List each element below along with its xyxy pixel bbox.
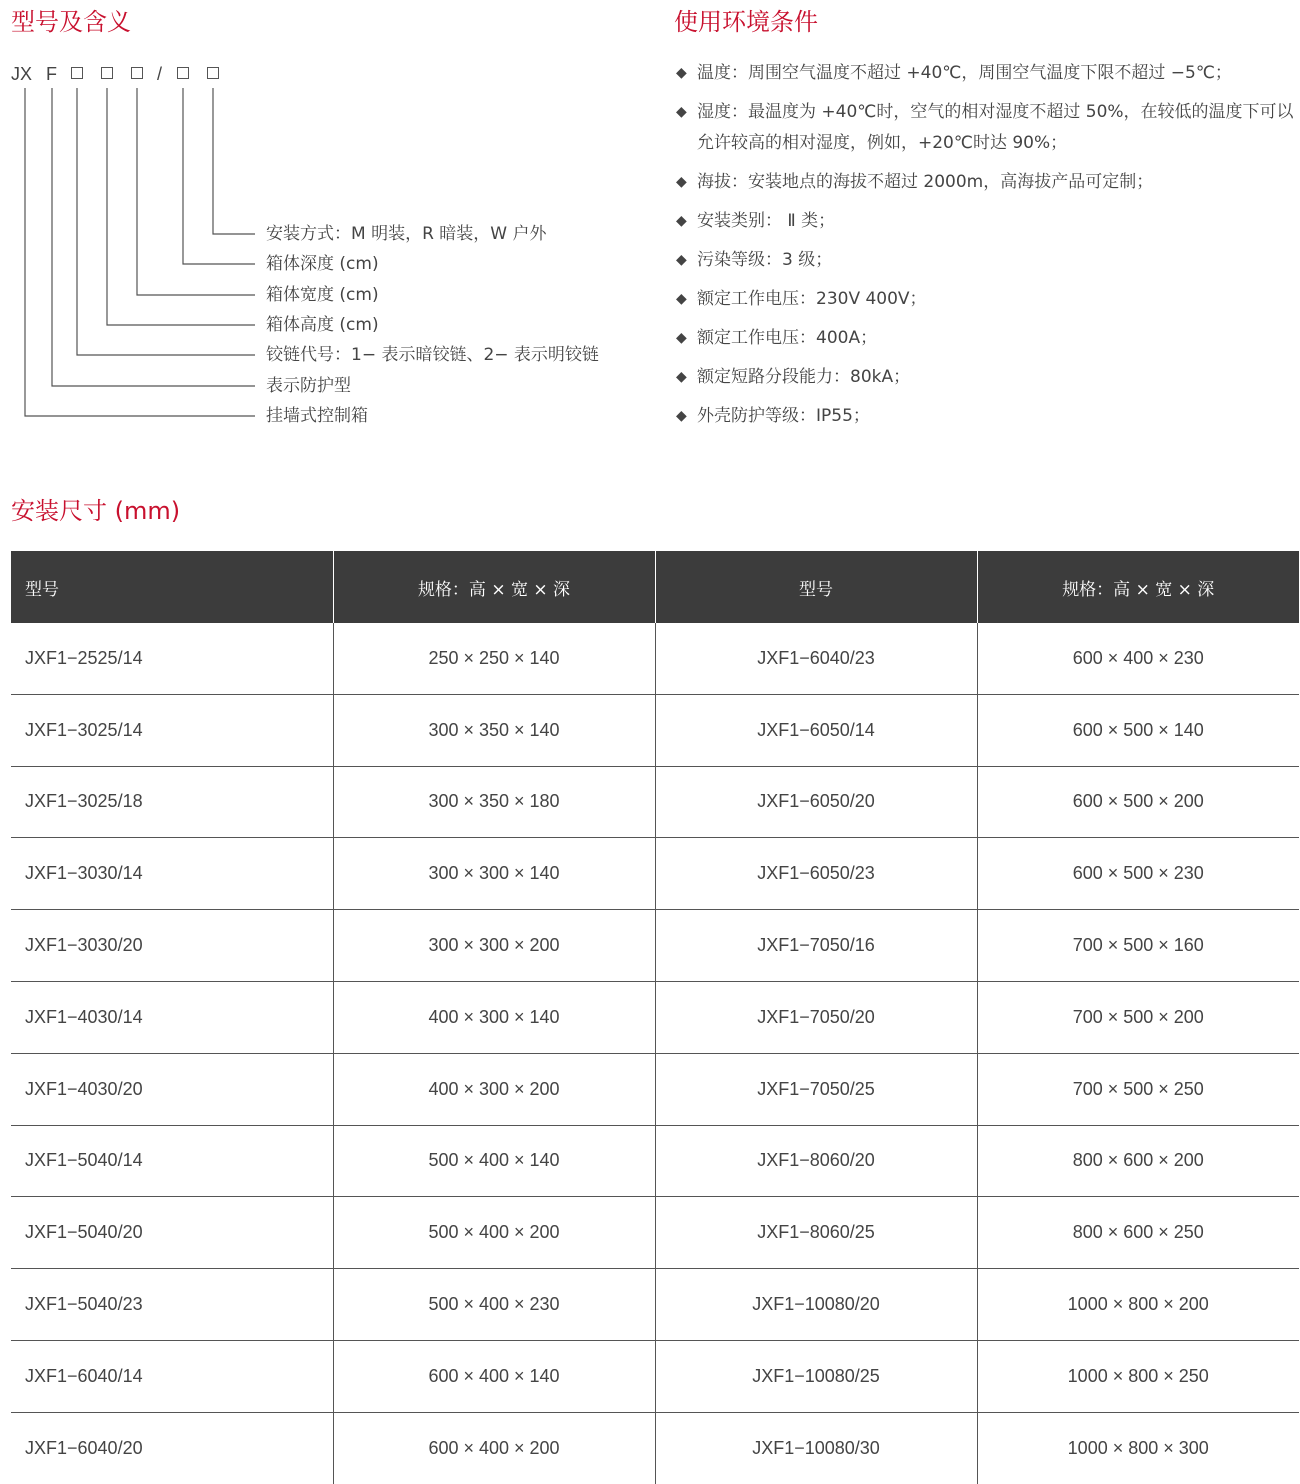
env-item-text: 湿度：最温度为 +40℃时，空气的相对湿度不超过 50%，在较低的温度下可以允许较高的相对湿度，例如，+20℃时达 90%； [697, 102, 1294, 153]
env-item-ip-rating [676, 401, 1296, 432]
cell-spec: 300 × 300 × 200 [333, 910, 655, 982]
cell-model: JXF1−8060/20 [655, 1125, 977, 1197]
cell-spec: 600 × 500 × 200 [977, 766, 1299, 838]
diamond-bullet-icon: ◆ [676, 104, 687, 120]
table-row [11, 1053, 1299, 1125]
diamond-bullet-icon: ◆ [676, 369, 687, 385]
table-row [11, 1197, 1299, 1269]
leader-line-height [107, 88, 255, 325]
cell-model: JXF1−6050/20 [655, 766, 977, 838]
cell-model: JXF1−6040/20 [25, 1437, 143, 1458]
cell-spec: 500 × 400 × 200 [333, 1197, 655, 1269]
env-item-text: 额定短路分段能力：80kA； [697, 367, 911, 387]
cell-spec: 600 × 400 × 200 [333, 1412, 655, 1483]
header-model-1: 型号 [11, 551, 333, 623]
diamond-bullet-icon: ◆ [676, 213, 687, 229]
cell-spec: 400 × 300 × 140 [333, 981, 655, 1053]
install-size-table [11, 551, 1299, 1484]
model-code-slash: / [157, 64, 163, 84]
cell-model: JXF1−7050/16 [655, 910, 977, 982]
cell-spec: 500 × 400 × 140 [333, 1125, 655, 1197]
cell-spec: 250 × 250 × 140 [333, 623, 655, 694]
cell-spec: 700 × 500 × 200 [977, 981, 1299, 1053]
legend-wall-box: 挂墙式控制箱 [266, 406, 368, 426]
diamond-bullet-icon: ◆ [676, 65, 687, 81]
legend-hinge-code: 铰链代号：1− 表示暗铰链、2− 表示明铰链 [266, 345, 599, 365]
cell-spec: 400 × 300 × 200 [333, 1053, 655, 1125]
model-code-box-1 [71, 67, 83, 79]
leader-line-wall-box [25, 88, 255, 416]
cell-spec: 600 × 500 × 230 [977, 838, 1299, 910]
cell-model: JXF1−3030/14 [11, 838, 333, 910]
cell-spec: 700 × 500 × 160 [977, 910, 1299, 982]
leader-line-install-mode [213, 88, 255, 234]
size-section-title: 安装尺寸 (mm) [11, 497, 181, 525]
model-section-title: 型号及含义 [11, 8, 131, 36]
cell-spec: 1000 × 800 × 300 [977, 1412, 1299, 1483]
cell-spec: 600 × 400 × 230 [977, 623, 1299, 694]
cell-model: JXF1−5040/14 [11, 1125, 333, 1197]
header-spec-1: 规格：高 × 宽 × 深 [333, 551, 655, 623]
legend-height: 箱体高度 (cm) [266, 315, 379, 335]
legend-install-mode: 安装方式：M 明装，R 暗装，W 户外 [266, 224, 547, 244]
env-item-altitude [676, 167, 1296, 198]
env-item-text: 额定工作电压：400A； [697, 328, 878, 348]
cell-model: JXF1−6040/14 [11, 1340, 333, 1412]
header-spec-2: 规格：高 × 宽 × 深 [977, 551, 1299, 623]
cell-spec: 300 × 350 × 180 [333, 766, 655, 838]
cell-model: JXF1−6050/23 [655, 838, 977, 910]
cell-model: JXF1−4030/14 [11, 981, 333, 1053]
cell-model: JXF1−5040/20 [11, 1197, 333, 1269]
model-code-box-2 [101, 67, 113, 79]
cell-spec: 800 × 600 × 200 [977, 1125, 1299, 1197]
model-code-box-3 [131, 67, 143, 79]
env-item-rated-voltage [676, 284, 1296, 315]
cell-spec: 600 × 500 × 140 [977, 694, 1299, 766]
cell-model: JXF1−6040/23 [655, 623, 977, 694]
env-section-title: 使用环境条件 [674, 8, 818, 36]
leader-line-protection [52, 88, 255, 386]
table-row [11, 694, 1299, 766]
table-row [11, 981, 1299, 1053]
cell-model: JXF1−4030/20 [11, 1053, 333, 1125]
env-item-breaking-capacity [676, 362, 1296, 393]
legend-protection: 表示防护型 [266, 376, 351, 396]
model-code-letter: F [46, 64, 57, 84]
table-row [11, 623, 1299, 694]
table-row [11, 1125, 1299, 1197]
model-code-leader-lines [0, 0, 650, 440]
cell-model: JXF1−3025/14 [11, 694, 333, 766]
table-row [11, 1340, 1299, 1412]
cell-model: JXF1−7050/25 [655, 1053, 977, 1125]
model-code-box-5 [207, 67, 219, 79]
legend-width: 箱体宽度 (cm) [266, 285, 379, 305]
cell-model: JXF1−8060/25 [655, 1197, 977, 1269]
table-body [11, 623, 1299, 1484]
cell-model: JXF1−7050/20 [655, 981, 977, 1053]
env-item-humidity [676, 97, 1296, 159]
diamond-bullet-icon: ◆ [676, 174, 687, 190]
env-conditions-list [676, 58, 1296, 440]
env-item-text: 海拔：安装地点的海拔不超过 2000m，高海拔产品可定制； [697, 172, 1154, 192]
cell-model: JXF1−2525/14 [11, 623, 333, 694]
env-item-text: 安装类别： Ⅱ 类； [697, 211, 836, 231]
cell-spec: 1000 × 800 × 250 [977, 1340, 1299, 1412]
leader-line-depth [183, 88, 255, 264]
cell-spec: 1000 × 800 × 200 [977, 1269, 1299, 1341]
cell-spec: 500 × 400 × 230 [333, 1269, 655, 1341]
cell-model: JXF1−3025/18 [11, 766, 333, 838]
table-row [11, 1269, 1299, 1341]
cell-model: JXF1−10080/25 [655, 1340, 977, 1412]
env-item-rated-current [676, 323, 1296, 354]
env-item-install-category [676, 206, 1296, 237]
leader-line-hinge [77, 88, 255, 355]
cell-spec: 300 × 300 × 140 [333, 838, 655, 910]
env-item-text: 污染等级：3 级； [697, 250, 833, 270]
cell-spec: 600 × 400 × 140 [333, 1340, 655, 1412]
legend-depth: 箱体深度 (cm) [266, 254, 379, 274]
table-header-row [11, 551, 1299, 623]
env-item-temperature [676, 58, 1296, 89]
cell-spec: 800 × 600 × 250 [977, 1197, 1299, 1269]
env-item-text: 额定工作电压：230V 400V； [697, 289, 927, 309]
table-row [11, 910, 1299, 982]
diamond-bullet-icon: ◆ [676, 252, 687, 268]
table-row [11, 838, 1299, 910]
diamond-bullet-icon: ◆ [676, 291, 687, 307]
model-code-prefix: JX [11, 64, 33, 84]
cell-spec: 300 × 350 × 140 [333, 694, 655, 766]
cell-model: JXF1−5040/23 [11, 1269, 333, 1341]
env-item-text: 温度：周围空气温度不超过 +40℃，周围空气温度下限不超过 −5℃； [697, 63, 1232, 83]
model-code-box-4 [177, 67, 189, 79]
diamond-bullet-icon: ◆ [676, 330, 687, 346]
env-item-text: 外壳防护等级：IP55； [697, 406, 870, 426]
header-model-2: 型号 [655, 551, 977, 623]
cell-spec: 700 × 500 × 250 [977, 1053, 1299, 1125]
cell-model: JXF1−10080/20 [655, 1269, 977, 1341]
diamond-bullet-icon: ◆ [676, 408, 687, 424]
cell-model: JXF1−6050/14 [655, 694, 977, 766]
cell-model: JXF1−10080/30 [655, 1412, 977, 1483]
cell-model: JXF1−3030/20 [11, 910, 333, 982]
table-row [11, 766, 1299, 838]
env-item-pollution-level [676, 245, 1296, 276]
